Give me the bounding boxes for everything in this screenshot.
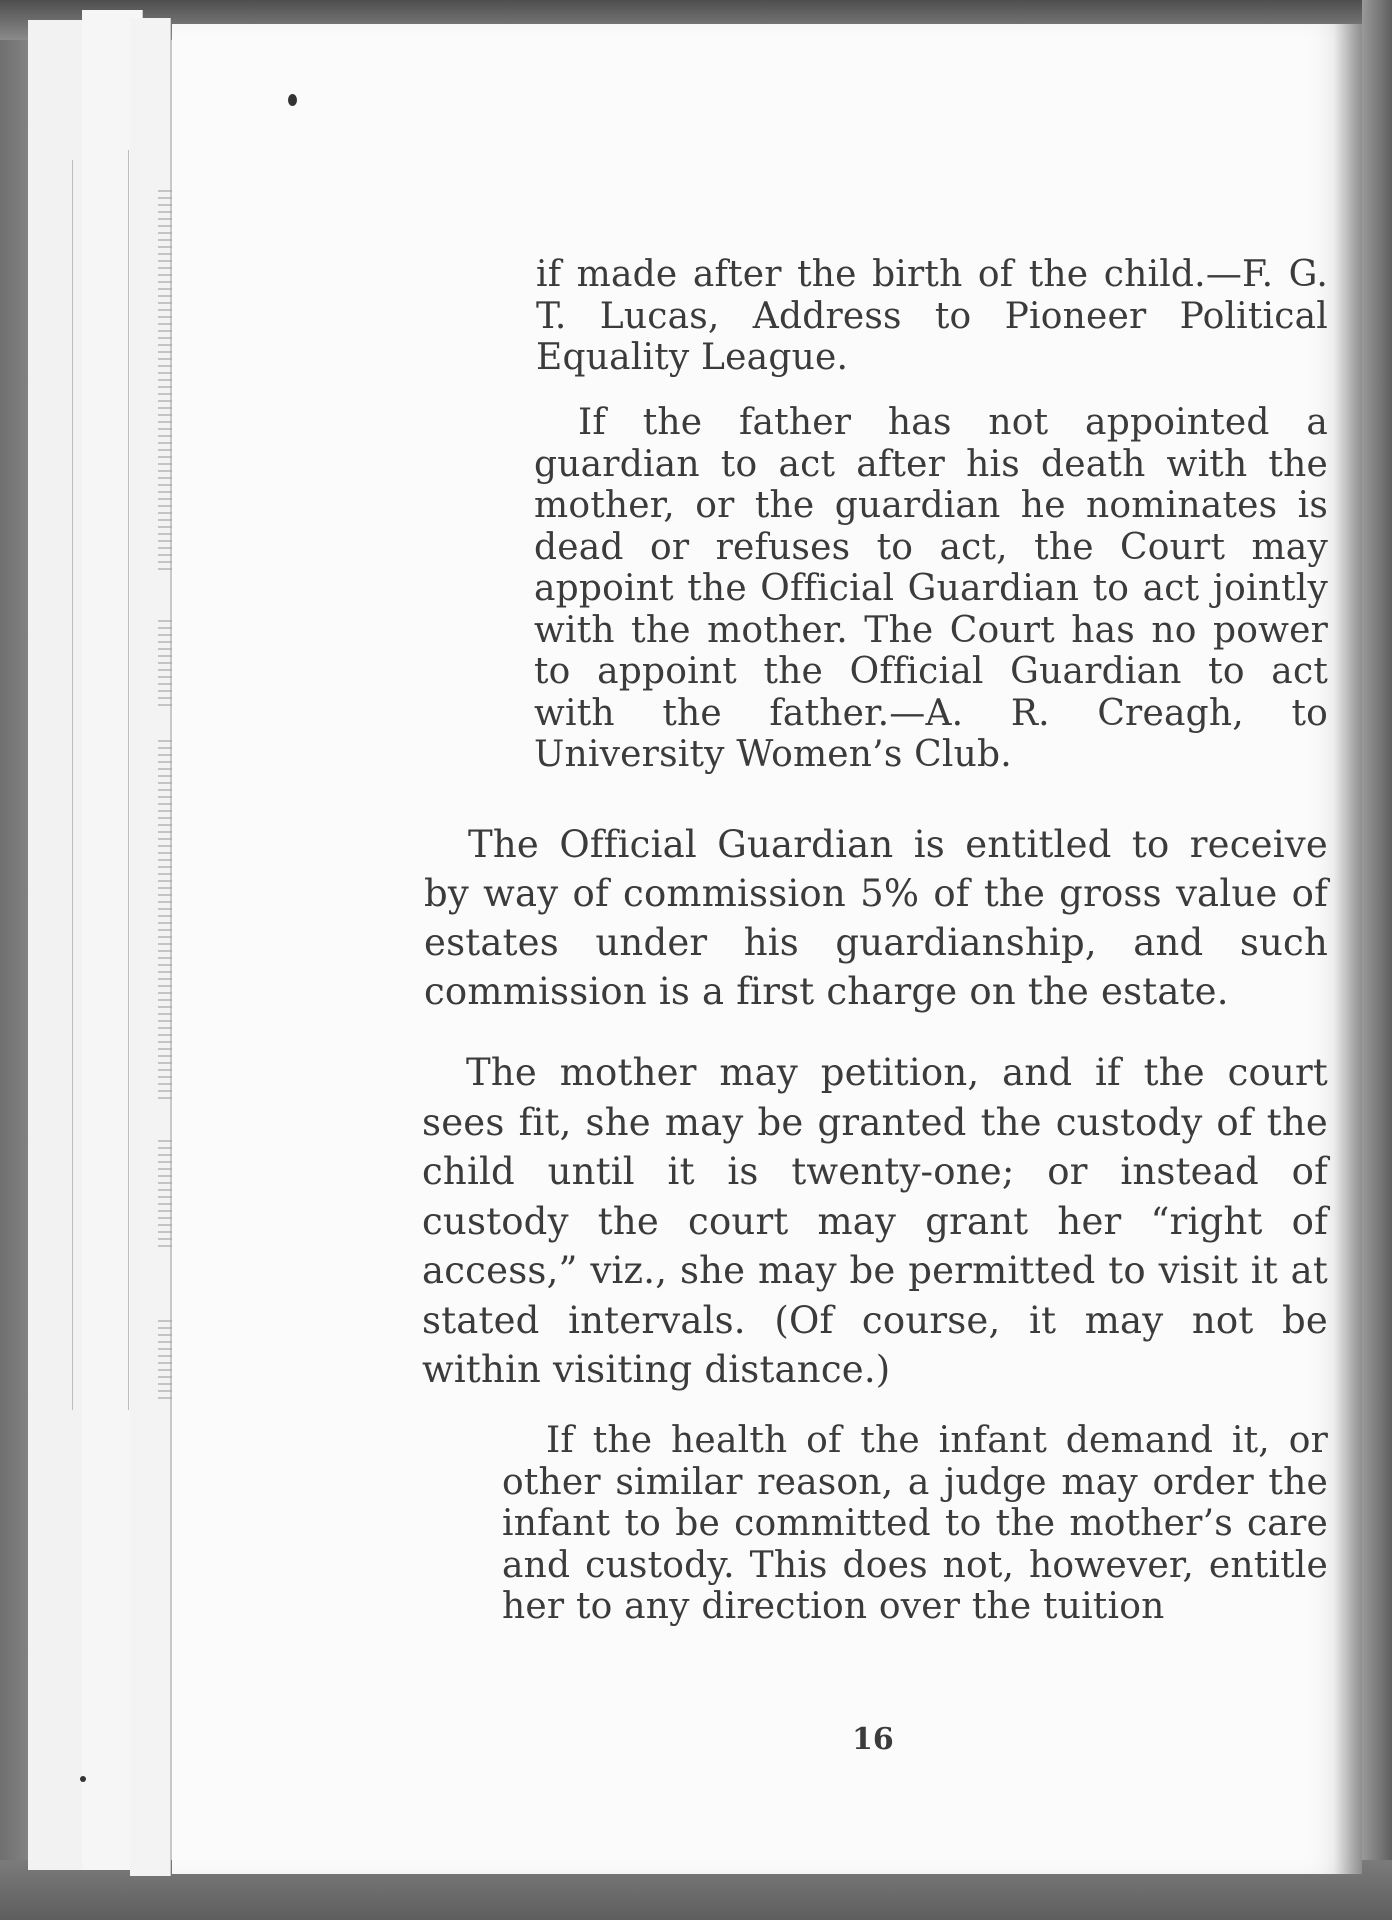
paragraph-2: If the father has not appointed a guardian to act after his death with the mother, or the guardian he nominates is dead or refuses to act, the Court may appoint the Official Guardian to act jointly with the mother. The Court has no power to appoint the Official Guardian to act with the father.—A. R. Creagh, to University Women’s Club. <box>534 402 1328 775</box>
ink-speck <box>288 94 297 106</box>
body-block-1 <box>424 820 1328 1016</box>
ink-speck <box>80 1776 86 1782</box>
book-page <box>172 24 1362 1874</box>
paragraph-5: If the health of the infant demand it, or other similar reason, a judge may order the infant to be committed to the mother’s care and custody. This does not, however, entitle her to any direction over the tuition <box>502 1420 1328 1627</box>
quote-block-1 <box>536 254 1328 379</box>
scanner-bed-right <box>1362 0 1392 1920</box>
page-edge-line <box>128 150 129 1410</box>
paragraph-1: if made after the birth of the child.—F. G. T. Lucas, Address to Pioneer Political Equality League. <box>536 254 1328 378</box>
quote-block-2 <box>534 402 1328 776</box>
body-block-2 <box>422 1048 1328 1395</box>
quote-block-3 <box>502 1420 1328 1628</box>
page-gutter-shadow <box>1334 24 1362 1874</box>
page-number: 16 <box>852 1722 894 1757</box>
paragraph-4: The mother may petition, and if the court sees fit, she may be granted the custody of the child until it is twenty-one; or instead of custody the court may grant her “right of access,” viz., she may be permitted to visit it at stated intervals. (Of course, it may not be within visiting distance.) <box>422 1051 1328 1391</box>
paragraph-3: The Official Guardian is entitled to receive by way of commission 5% of the gross value of estates under his guardianship, and such commission is a first charge on the estate. <box>424 823 1328 1013</box>
page-edge-line <box>72 160 73 1410</box>
